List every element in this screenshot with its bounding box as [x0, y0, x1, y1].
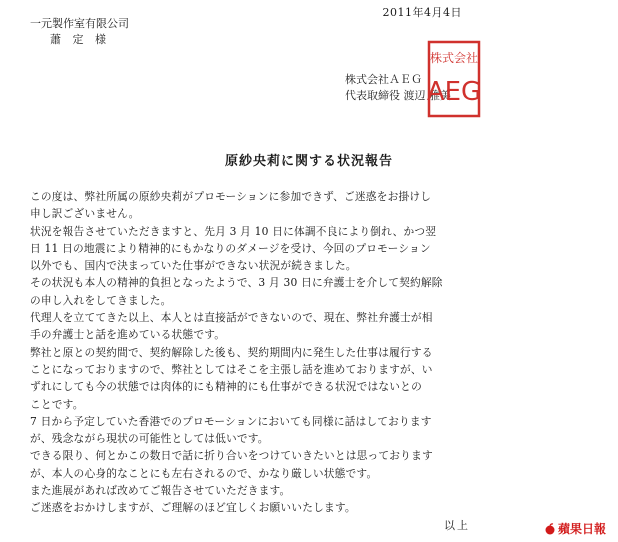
- document-date: 2011年4月4日: [382, 6, 462, 19]
- body-line: ことになっておりますので、弊社としてはそこを主張し話を進めておりますが、い: [30, 362, 433, 376]
- sender-company: 株式会社ＡＥＧ: [345, 73, 422, 86]
- body-line: が、本人の心身的なことにも左右されるので、かなり厳しい状態です。: [30, 466, 378, 480]
- apple-icon: [544, 523, 556, 535]
- recipient-name: 蕭 定 様: [50, 33, 110, 46]
- body-line: ずれにしても今の状態では肉体的にも精神的にも仕事ができる状況ではないとの: [30, 380, 422, 394]
- body-line: 申し訳ございません。: [30, 207, 140, 221]
- body-line: ご迷惑をおかけしますが、ご理解のほど宜しくお願いいたします。: [30, 501, 356, 515]
- newspaper-watermark: [544, 520, 606, 537]
- body-line: 手の弁護士と話を進めている状態です。: [30, 328, 226, 342]
- body-line: 弊社と原との契約間で、契約解除した後も、契約期間内に発生した仕事は履行する: [30, 345, 433, 359]
- body-line: その状況も本人の精神的負担となったようで、3 月 30 日に弁護士を介して契約解除: [30, 276, 443, 290]
- body-line: 7 日から予定していた香港でのプロモーションにおいても同様に話はしております: [30, 414, 432, 428]
- closing-ijo: 以上: [444, 519, 470, 532]
- body-line: が、残念ながら現状の可能性としては低いです。: [30, 432, 269, 446]
- body-line: 状況を報告させていただきますと、先月 3 月 10 日に体調不良により倒れ、かつ翌: [30, 224, 437, 238]
- body-line: 以外でも、国内で決まっていた仕事ができない状況が続きました。: [30, 259, 357, 273]
- stamp-top-text: 株式会社: [429, 51, 479, 65]
- company-seal-stamp: [427, 40, 481, 118]
- watermark-text: 蘋果日報: [557, 522, 606, 536]
- body-line: ことです。: [30, 397, 84, 411]
- document-title: 原紗央莉に関する状況報告: [224, 154, 393, 169]
- body-line: の申し入れをしてきました。: [30, 293, 172, 307]
- body-line: 代理人を立ててきた以上、本人とは直接話ができないので、現在、弊社弁護士が相: [30, 311, 433, 325]
- recipient-company: 一元製作室有限公司: [30, 17, 129, 30]
- body-line: また進展があれば改めてご報告させていただきます。: [30, 484, 291, 498]
- recipient-block: [30, 16, 129, 48]
- sender-person: 代表取締役 渡辺 雅美: [345, 89, 451, 102]
- stamp-main-text: AEG: [427, 77, 481, 107]
- body-text: [30, 188, 470, 517]
- body-line: 日 11 日の地震により精神的にもかなりのダメージを受け、今回のプロモーション: [30, 241, 431, 255]
- body-line: できる限り、何とかこの数日で話に折り合いをつけていきたいとは思っております: [30, 449, 433, 463]
- body-line: この度は、弊社所属の原紗央莉がプロモーションに参加できず、ご迷惑をお掛けし: [30, 190, 432, 203]
